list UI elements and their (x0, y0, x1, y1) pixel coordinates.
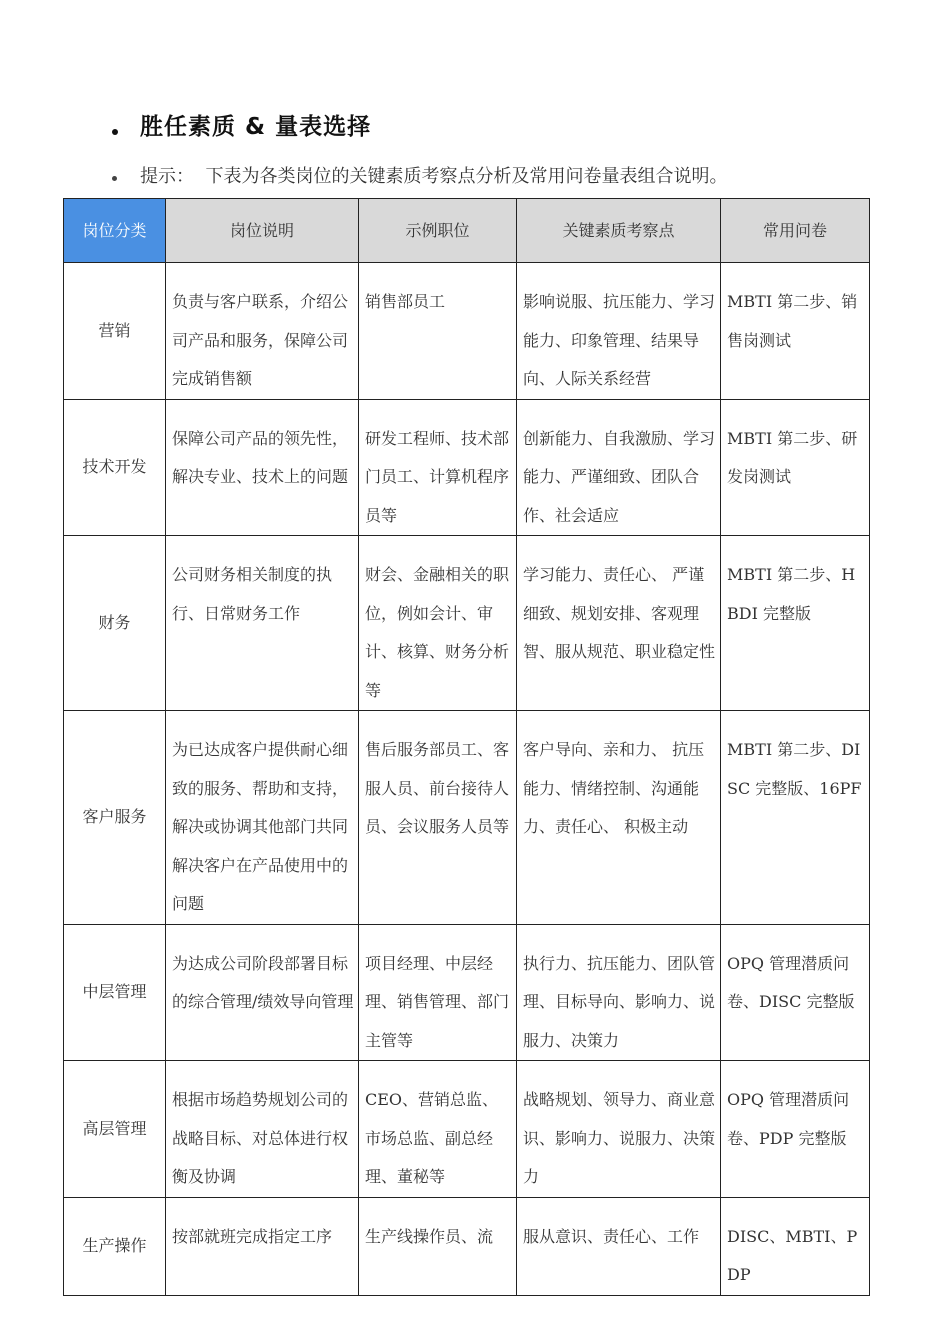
row-questionnaires: DISC、MBTI、PDP (721, 1197, 870, 1295)
row-key-competencies: 服从意识、责任心、工作 (517, 1197, 721, 1295)
row-key-competencies: 创新能力、自我激励、学习能力、严谨细致、团队合作、社会适应 (517, 399, 721, 536)
tip-line (112, 159, 727, 191)
row-example-positions: 售后服务部员工、客服人员、前台接待人员、会议服务人员等 (359, 711, 517, 925)
header-key-competencies: 关键素质考察点 (517, 199, 721, 263)
row-questionnaires: OPQ 管理潜质问卷、DISC 完整版 (721, 924, 870, 1061)
tip-text: 提示： 下表为各类岗位的关键素质考察点分析及常用问卷量表组合说明。 (140, 166, 728, 187)
row-category: 营销 (64, 263, 166, 400)
row-description: 负责与客户联系，介绍公司产品和服务，保障公司完成销售额 (166, 263, 359, 400)
header-example-positions: 示例职位 (359, 199, 517, 263)
row-description: 为已达成客户提供耐心细致的服务、帮助和支持，解决或协调其他部门共同解决客户在产品使用中的问题 (166, 711, 359, 925)
row-category: 高层管理 (64, 1061, 166, 1198)
table-row (64, 711, 870, 925)
row-key-competencies: 影响说服、抗压能力、学习能力、印象管理、结果导向、人际关系经营 (517, 263, 721, 400)
row-example-positions: 生产线操作员、流 (359, 1197, 517, 1295)
row-category: 生产操作 (64, 1197, 166, 1295)
header-category: 岗位分类 (64, 199, 166, 263)
section-title (112, 104, 371, 144)
row-description: 公司财务相关制度的执行、日常财务工作 (166, 536, 359, 711)
row-category: 客户服务 (64, 711, 166, 925)
table-row (64, 924, 870, 1061)
table-header-row (64, 199, 870, 263)
row-example-positions: 研发工程师、技术部门员工、计算机程序员等 (359, 399, 517, 536)
row-questionnaires: MBTI 第二步、DISC 完整版、16PF (721, 711, 870, 925)
row-description: 为达成公司阶段部署目标的综合管理/绩效导向管理 (166, 924, 359, 1061)
row-category: 中层管理 (64, 924, 166, 1061)
section-title-text: 胜任素质 & 量表选择 (140, 113, 372, 140)
row-example-positions: 销售部员工 (359, 263, 517, 400)
table-row (64, 1197, 870, 1295)
row-example-positions: 财会、金融相关的职位，例如会计、审计、核算、财务分析等 (359, 536, 517, 711)
row-key-competencies: 战略规划、领导力、商业意识、影响力、说服力、决策力 (517, 1061, 721, 1198)
bullet-dot-icon (112, 129, 118, 135)
row-description: 按部就班完成指定工序 (166, 1197, 359, 1295)
row-description: 保障公司产品的领先性， 解决专业、技术上的问题 (166, 399, 359, 536)
row-questionnaires: OPQ 管理潜质问卷、PDP 完整版 (721, 1061, 870, 1198)
row-key-competencies: 客户导向、亲和力、 抗压能力、情绪控制、沟通能力、责任心、 积极主动 (517, 711, 721, 925)
row-example-positions: 项目经理、中层经理、销售管理、部门主管等 (359, 924, 517, 1061)
competency-table (63, 198, 870, 1296)
row-questionnaires: MBTI 第二步、HBDI 完整版 (721, 536, 870, 711)
header-description: 岗位说明 (166, 199, 359, 263)
table-row (64, 536, 870, 711)
row-key-competencies: 执行力、抗压能力、团队管理、目标导向、影响力、说服力、决策力 (517, 924, 721, 1061)
row-example-positions: CEO、营销总监、市场总监、副总经理、董秘等 (359, 1061, 517, 1198)
row-category: 技术开发 (64, 399, 166, 536)
table-row (64, 1061, 870, 1198)
table-row (64, 263, 870, 400)
row-description: 根据市场趋势规划公司的战略目标、对总体进行权衡及协调 (166, 1061, 359, 1198)
header-questionnaires: 常用问卷 (721, 199, 870, 263)
bullet-dot-icon (112, 176, 117, 181)
table-row (64, 399, 870, 536)
row-questionnaires: MBTI 第二步、研发岗测试 (721, 399, 870, 536)
row-category: 财务 (64, 536, 166, 711)
row-questionnaires: MBTI 第二步、销售岗测试 (721, 263, 870, 400)
row-key-competencies: 学习能力、责任心、 严谨细致、规划安排、客观理智、服从规范、职业稳定性 (517, 536, 721, 711)
